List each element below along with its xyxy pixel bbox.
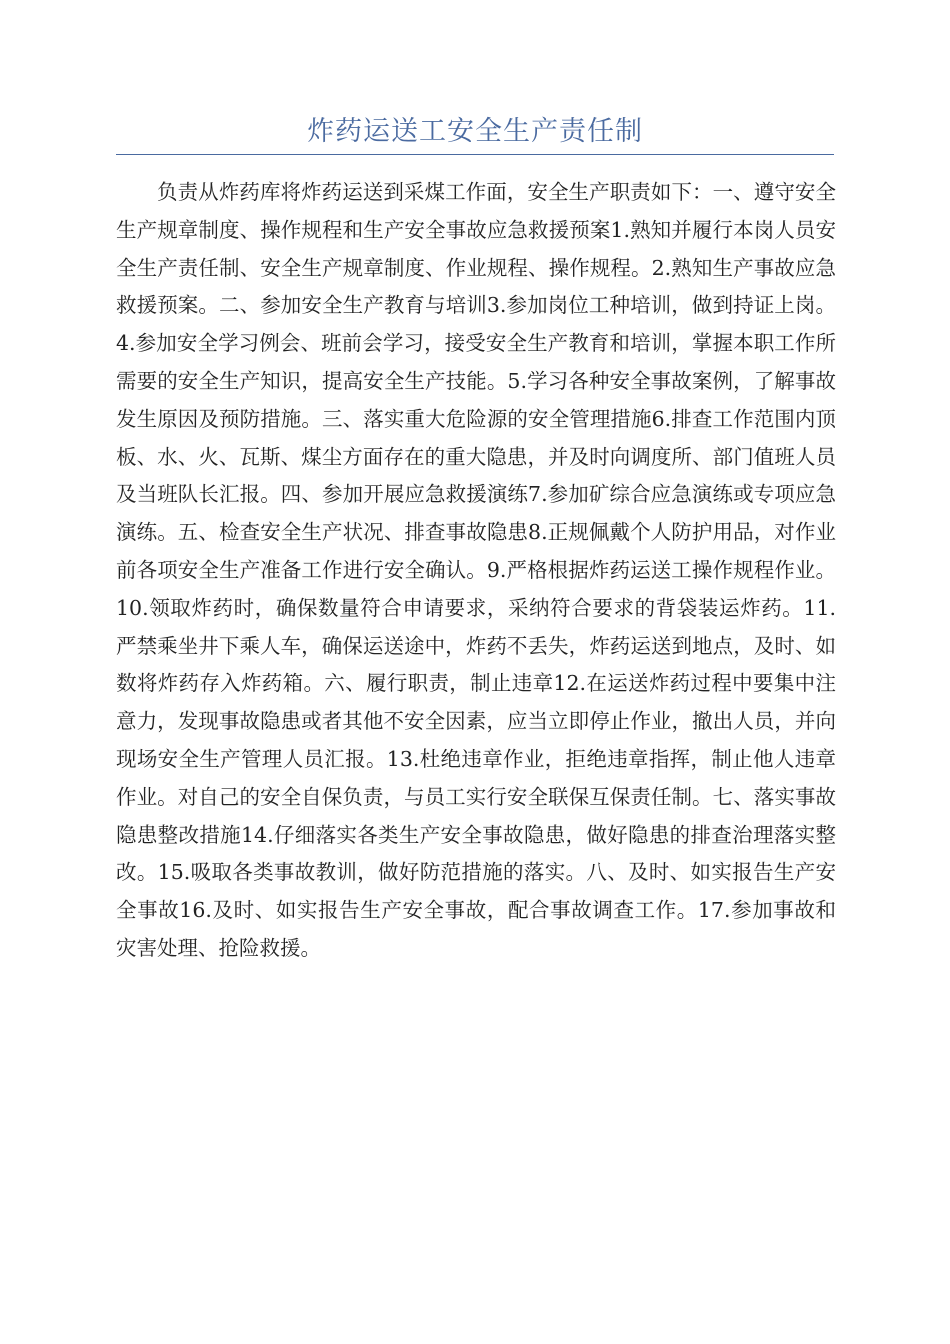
title-underline — [116, 154, 834, 155]
document-body: 负责从炸药库将炸药运送到采煤工作面，安全生产职责如下：一、遵守安全生产规章制度、操作规程和生产安全事故应急救援预案1.熟知并履行本岗人员安全生产责任制、安全生产规章制度、作业规程、操作规程。2.熟知生产事故应急救援预案。二、参加安全生产教育与培训3.参加岗位工种培训，做到持证上岗。4.参加安全学习例会、班前会学习，接受安全生产教育和培训，掌握本职工作所需要的安全生产知识，提高安全生产技能。5.学习各种安全事故案例，了解事故发生原因及预防措施。三、落实重大危险源的安全管理措施6.排查工作范围内顶板、水、火、瓦斯、煤尘方面存在的重大隐患，并及时向调度所、部门值班人员及当班队长汇报。四、参加开展应急救援演练7.参加矿综合应急演练或专项应急演练。五、检查安全生产状况、排查事故隐患8.正规佩戴个人防护用品，对作业前各项安全生产准备工作进行安全确认。9.严格根据炸药运送工操作规程作业。10.领取炸药时，确保数量符合申请要求，采纳符合要求的背袋装运炸药。11.严禁乘坐井下乘人车，确保运送途中，炸药不丢失，炸药运送到地点，及时、如数将炸药存入炸药箱。六、履行职责，制止违章12.在运送炸药过程中要集中注意力，发现事故隐患或者其他不安全因素，应当立即停止作业，撤出人员，并向现场安全生产管理人员汇报。13.杜绝违章作业，拒绝违章指挥，制止他人违章作业。对自己的安全自保负责，与员工实行安全联保互保责任制。七、落实事故隐患整改措施14.仔细落实各类生产安全事故隐患，做好隐患的排查治理落实整改。15.吸取各类事故教训，做好防范措施的落实。八、及时、如实报告生产安全事故16.及时、如实报告生产安全事故，配合事故调查工作。17.参加事故和灾害处理、抢险救援。 — [116, 180, 836, 960]
document-title: 炸药运送工安全生产责任制 — [307, 116, 643, 147]
